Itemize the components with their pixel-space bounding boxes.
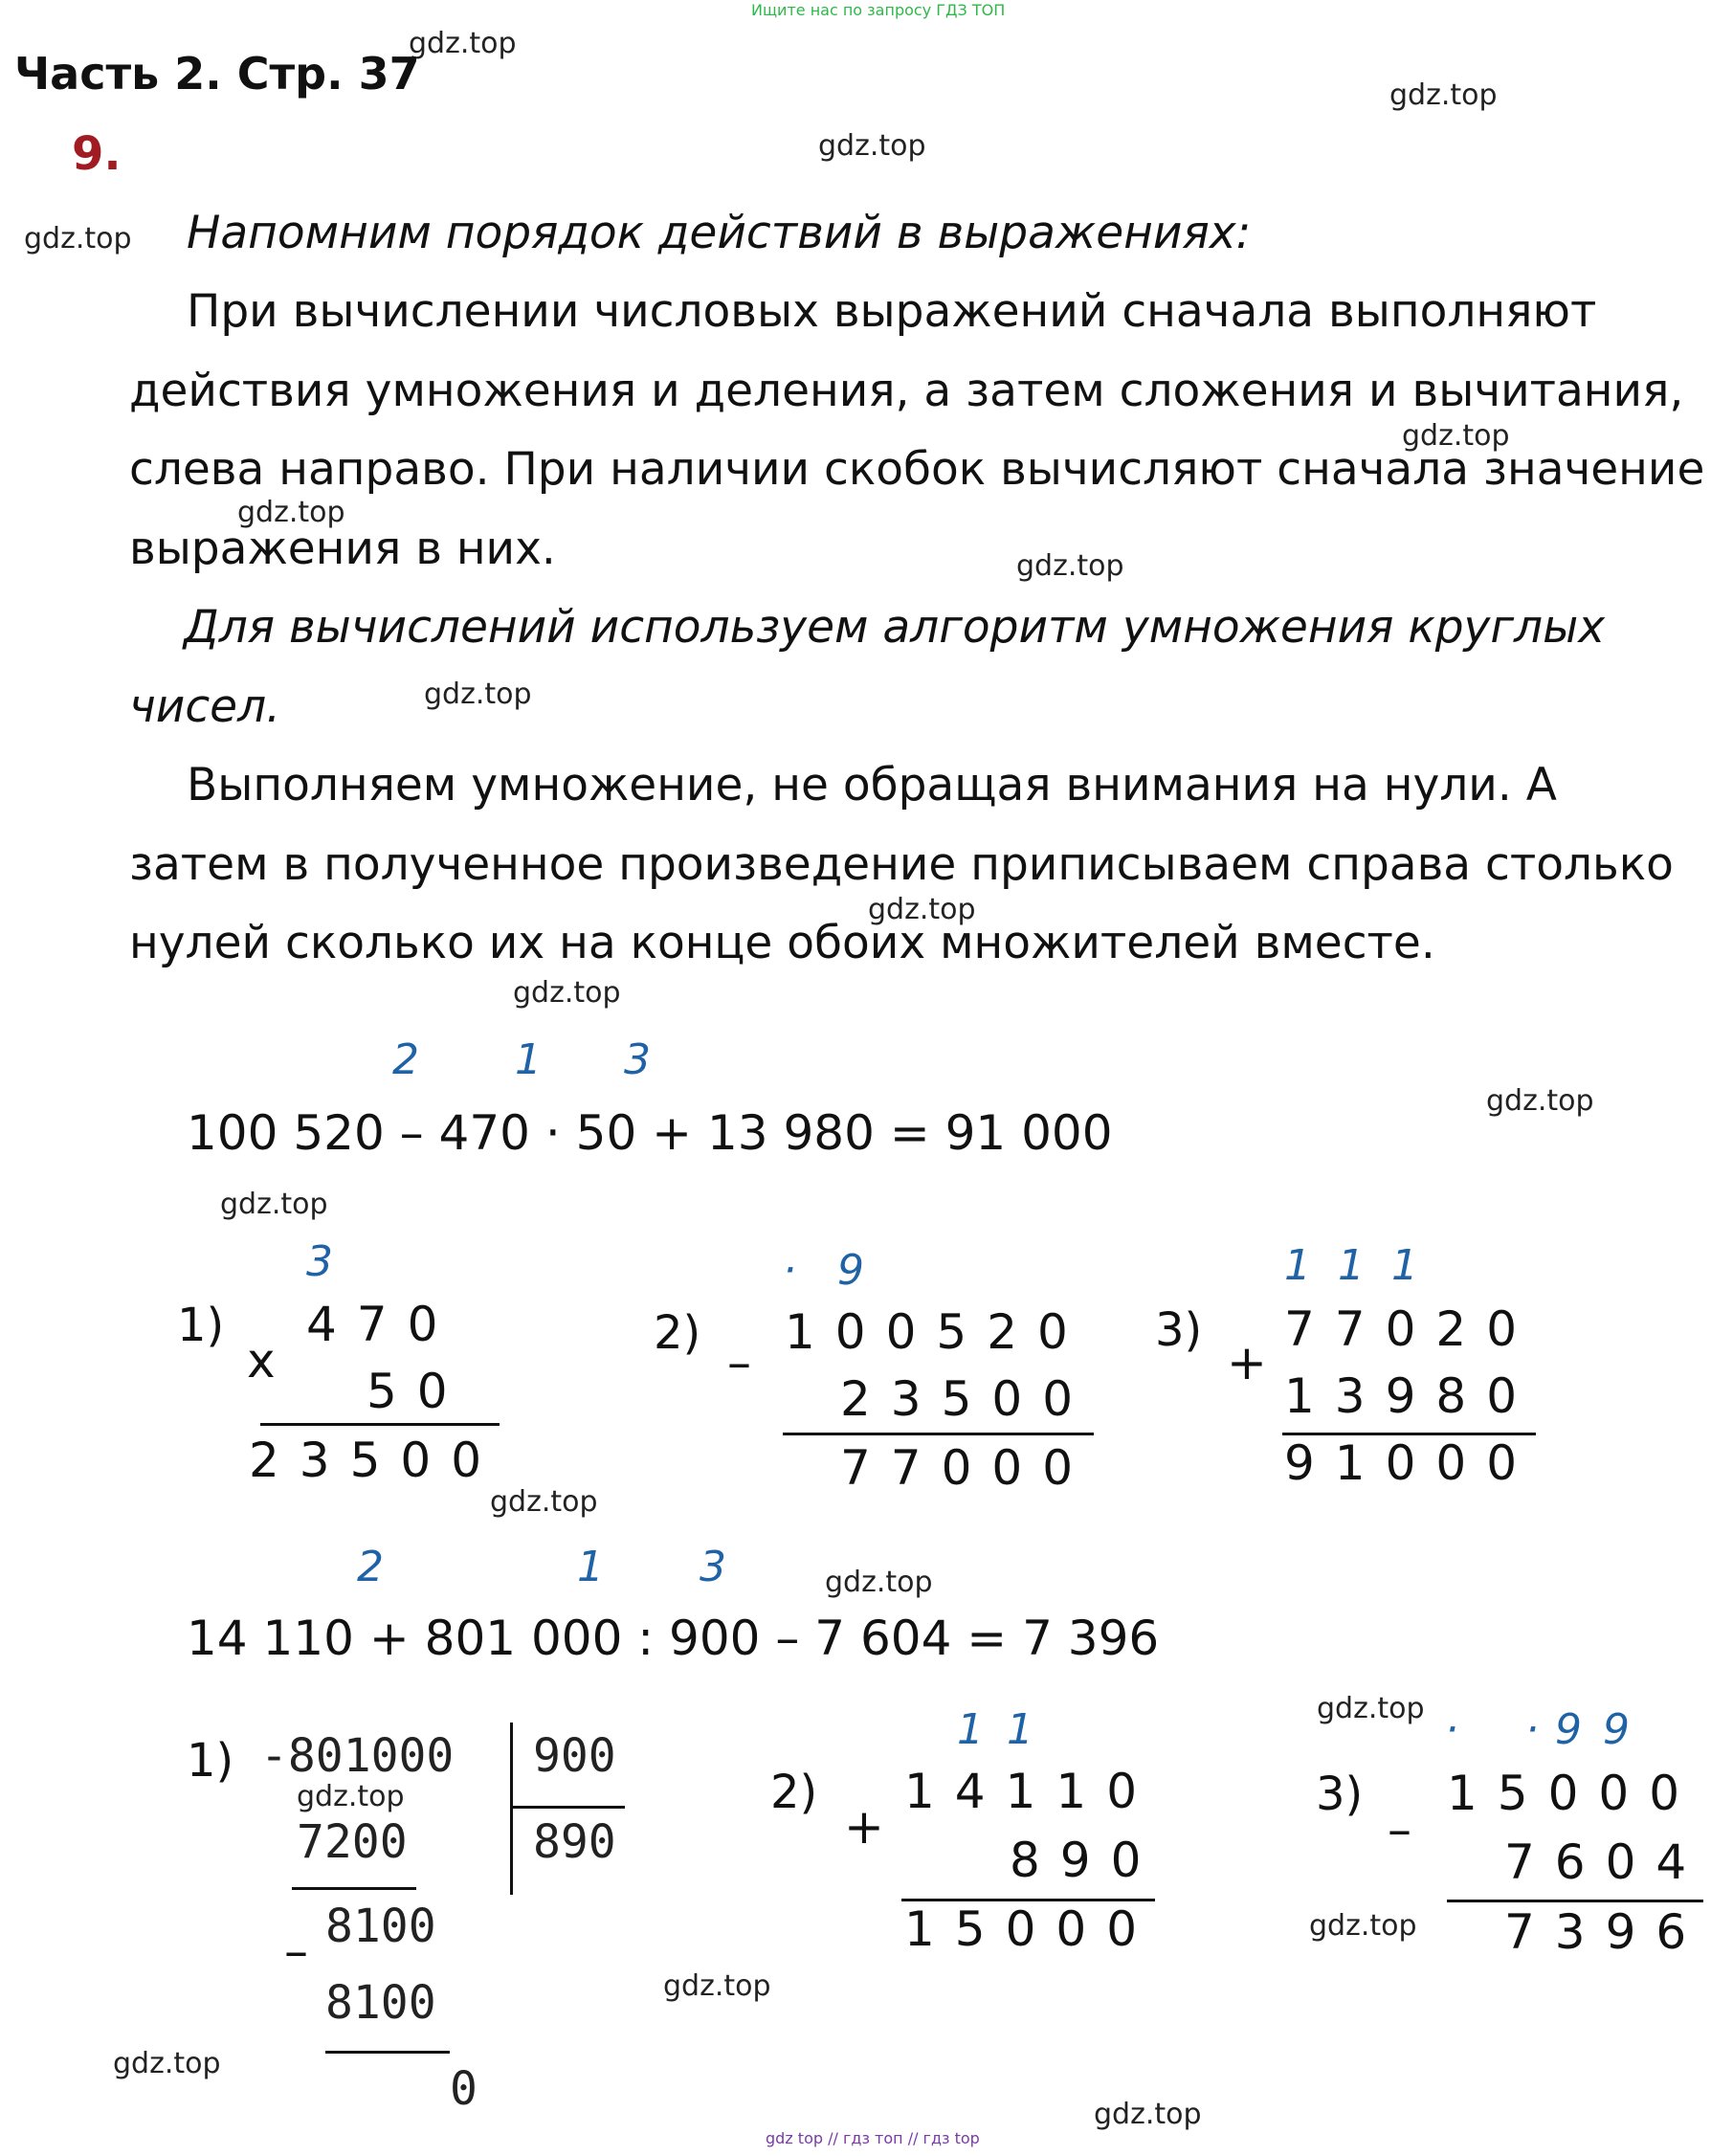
order-mark: 3 — [624, 1035, 651, 1084]
rule-line: выражения в них. — [129, 522, 556, 575]
watermark: gdz.top — [1486, 1084, 1594, 1118]
sum: 15000 — [904, 1901, 1158, 1957]
algo-line: чисел. — [129, 680, 281, 733]
intro-heading: Напомним порядок действий в выражениях: — [187, 207, 1252, 259]
addend: 14110 — [904, 1764, 1158, 1819]
watermark: gdz.top — [1402, 419, 1510, 453]
result-line — [260, 1423, 500, 1426]
carry-digits: 111 — [1284, 1241, 1445, 1290]
division-bar — [510, 1723, 513, 1895]
watermark: gdz.top — [113, 2047, 221, 2080]
operation-sign: + — [844, 1799, 884, 1855]
watermark: gdz.top — [24, 222, 132, 256]
borrow-dots: · · — [1445, 1705, 1566, 1754]
watermark: gdz.top — [1317, 1692, 1425, 1725]
step-label: 1) — [177, 1299, 225, 1352]
result-line — [1447, 1900, 1703, 1902]
multiplier: 50 — [367, 1364, 468, 1419]
borrow-dot: · — [783, 1246, 796, 1295]
dividend: -801000 — [260, 1729, 455, 1783]
step-label: 1) — [187, 1734, 234, 1788]
watermark: gdz.top — [409, 27, 517, 60]
expression-2: 14 110 + 801 000 : 900 – 7 604 = 7 396 — [187, 1611, 1160, 1666]
subtraction-line — [325, 2051, 450, 2054]
watermark: gdz.top — [1016, 549, 1124, 583]
watermark: gdz.top — [237, 496, 345, 529]
subtrahend: 7604 — [1504, 1834, 1707, 1890]
algo-line: Для вычислений используем алгоритм умножения круглых — [184, 601, 1606, 654]
order-mark: 3 — [700, 1543, 726, 1591]
difference: 7396 — [1504, 1904, 1707, 1960]
carry-digits: 11 — [957, 1705, 1056, 1754]
operation-sign: – — [1388, 1802, 1411, 1857]
step-line: затем в полученное произведение приписываем справа столько — [129, 838, 1674, 891]
watermark: gdz.top — [490, 1485, 598, 1519]
subtrahend: 23500 — [840, 1371, 1094, 1427]
watermark: gdz.top — [220, 1188, 328, 1221]
minuend: 15000 — [1447, 1766, 1700, 1821]
remainder: 0 — [450, 2062, 478, 2116]
minus-sign: – — [284, 1923, 308, 1979]
result-line — [783, 1433, 1094, 1435]
watermark: gdz.top — [1094, 2098, 1202, 2131]
rule-line: При вычислении числовых выражений сначала выполняют — [187, 285, 1597, 338]
watermark: gdz.top — [1309, 1909, 1417, 1943]
watermark: gdz.top — [825, 1566, 933, 1599]
difference: 77000 — [840, 1440, 1094, 1496]
order-mark: 2 — [357, 1543, 384, 1591]
rule-line: слева направо. При наличии скобок вычисляют сначала значение — [129, 443, 1705, 496]
watermark: gdz.top — [297, 1780, 405, 1813]
sum: 91000 — [1284, 1435, 1538, 1491]
top-banner: Ищите нас по запросу ГДЗ ТОП — [751, 1, 1006, 19]
multiplicand: 470 — [306, 1297, 458, 1352]
operation-sign: – — [727, 1335, 751, 1390]
borrow-digit: 9 — [837, 1246, 864, 1295]
partial-product: 8100 — [325, 1976, 436, 2030]
watermark: gdz.top — [868, 893, 976, 926]
watermark: gdz.top — [1389, 78, 1498, 112]
partial-product: 7200 — [297, 1815, 408, 1869]
step-label: 2) — [654, 1306, 701, 1360]
product: 23500 — [249, 1433, 502, 1488]
minuend: 100520 — [785, 1304, 1088, 1360]
task-number: 9. — [72, 127, 122, 181]
order-mark: 1 — [577, 1543, 604, 1591]
bottom-banner: gdz top // гдз топ // гдз top — [766, 2129, 980, 2147]
watermark: gdz.top — [818, 129, 926, 163]
expression-1: 100 520 – 470 · 50 + 13 980 = 91 000 — [187, 1105, 1113, 1161]
step-label: 3) — [1155, 1303, 1203, 1357]
page-title: Часть 2. Стр. 37 — [14, 48, 420, 100]
watermark: gdz.top — [513, 976, 621, 1010]
order-mark: 1 — [515, 1035, 542, 1084]
step-line: нулей сколько их на конце обоих множителей вместе. — [129, 917, 1435, 969]
rule-line: действия умножения и деления, а затем сложения и вычитания, — [129, 365, 1684, 417]
borrow-digits: 99 — [1555, 1705, 1651, 1754]
order-mark: 2 — [392, 1035, 419, 1084]
watermark: gdz.top — [663, 1969, 771, 2003]
partial-remainder: 8100 — [325, 1900, 436, 1953]
watermark: gdz.top — [424, 678, 532, 711]
carry-digit: 3 — [306, 1237, 333, 1286]
quotient-line — [510, 1806, 625, 1809]
step-label: 3) — [1316, 1767, 1364, 1821]
addend: 13980 — [1284, 1368, 1538, 1424]
addend: 77020 — [1284, 1301, 1538, 1357]
step-line: Выполняем умножение, не обращая внимания на нули. А — [187, 759, 1557, 811]
subtraction-line — [292, 1887, 416, 1890]
operation-sign: + — [1227, 1335, 1267, 1390]
operation-sign: x — [247, 1333, 276, 1389]
quotient: 890 — [533, 1815, 616, 1869]
divisor: 900 — [533, 1729, 616, 1783]
addend: 890 — [1010, 1833, 1162, 1888]
step-label: 2) — [770, 1766, 818, 1819]
